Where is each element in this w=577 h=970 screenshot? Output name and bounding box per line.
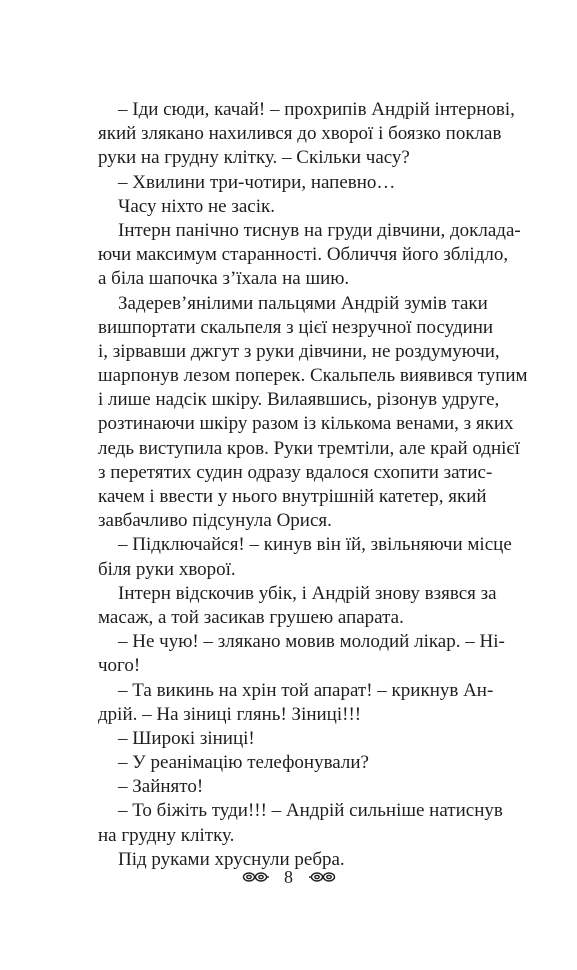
text-line: розтинаючи шкіру разом із кількома венами, з яких [98,413,514,435]
paragraph [98,292,528,534]
text-line: – Іди сюди, качай! – прохрипів Андрій інтернові, [118,99,515,120]
paragraph [98,582,497,630]
paragraph [98,727,483,751]
text-line: – Не чую! – злякано мовив молодий лікар. – Ні- [118,631,505,653]
text-line: руки на грудну клітку. – Скільки часу? [98,147,410,169]
text-line: і, зірвавши джгут з руки дівчини, не роздумуючи, [98,340,500,362]
text-line: на грудну клітку. [98,824,235,846]
text-line: Інтерн відскочив убік, і Андрій знову взявся за [118,582,497,604]
paragraph [98,775,483,799]
paragraph [98,171,483,195]
text-line: шарпонув лезом поперек. Скальпель виявився тупим [98,365,528,387]
text-line: ючи максимум старанності. Обличчя його зблідло, [98,244,509,266]
text-line: і лише надсік шкіру. Вилаявшись, різонув удруге, [98,389,500,411]
text-line: вишпортати скальпеля з цієї незручної посудини [98,316,494,338]
text-line: а біла шапочка з’їхала на шию. [98,268,350,290]
page-footer [0,866,577,888]
text-line: – У реанімацію телефонували? [118,752,369,774]
text-line: Задерев’янілими пальцями Андрій зумів таки [118,292,488,314]
paragraph [98,533,512,581]
paragraph [98,195,483,219]
text-line: біля руки хворої. [98,558,236,580]
text-line: Інтерн панічно тиснув на груди дівчини, доклада- [118,219,521,241]
text-line: – Хвилини три-чотири, напевно… [118,171,396,193]
text-line: дрій. – На зіниці глянь! Зіниці!!! [98,703,362,725]
text-line: який злякано нахилився до хворої і боязко поклав [98,123,502,145]
paragraph [98,751,483,775]
text-line: – Підключайся! – кинув він їй, звільняючи місце [118,534,512,556]
paragraph [98,799,503,847]
paragraph [98,679,494,727]
text-line: ледь виступила кров. Руки тремтіли, але край однієї [98,437,520,459]
ornament-left-icon [242,867,270,888]
text-line: з перетятих судин одразу вдалося схопити затис- [98,461,493,483]
text-line: качем і ввести у нього внутрішній катетер, який [98,486,487,507]
text-line: – Та викинь на хрін той апарат! – крикнув Ан- [118,679,494,701]
body-text [98,98,528,872]
text-line: завбачливо підсунула Орися. [98,510,332,532]
text-line: масаж, а той засикав грушею апарата. [98,606,404,628]
text-line: – Широкі зіниці! [118,727,255,749]
paragraph [98,630,505,678]
text-line: Часу ніхто не засік. [118,195,275,217]
text-line: чого! [98,655,141,677]
text-line: – То біжіть туди!!! – Андрій сильніше натиснув [118,800,503,822]
text-line: Під руками хруснули ребра. [118,848,345,870]
ornament-right-icon [308,867,336,888]
paragraph [98,98,515,171]
paragraph [98,219,521,292]
page-number: 8 [284,867,293,888]
text-line: – Зайнято! [118,776,204,798]
